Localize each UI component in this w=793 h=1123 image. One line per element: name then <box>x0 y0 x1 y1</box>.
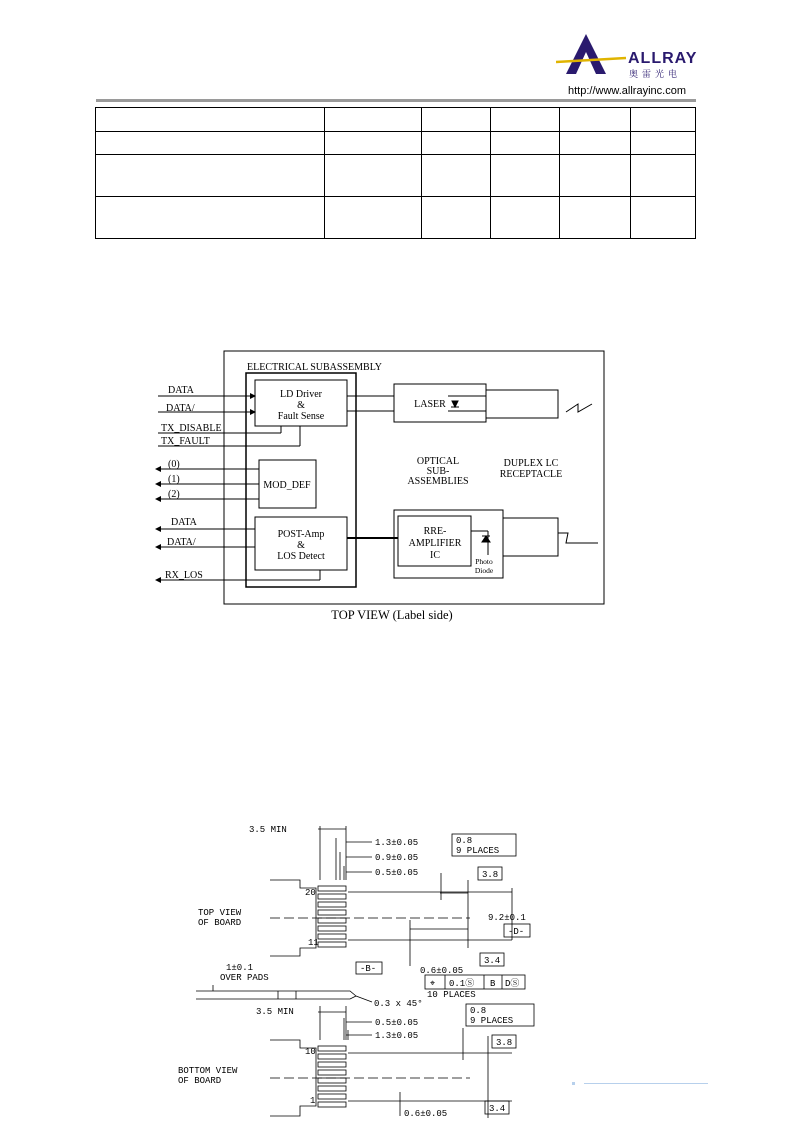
pin-1: 1 <box>310 1096 316 1106</box>
footer-dot <box>572 1082 575 1085</box>
board-side-view <box>196 991 356 999</box>
block-diagram-caption: TOP VIEW (Label side) <box>331 608 453 622</box>
dim-pad-width: 0.6±0.05 <box>420 966 464 976</box>
signal-mod2: (2) <box>168 489 180 500</box>
post-amp-label-3: LOS Detect <box>277 551 325 562</box>
dim-b-d1: 0.5±0.05 <box>375 1018 419 1028</box>
top-view-pads <box>318 886 346 947</box>
dim-b-pitch: 0.8 <box>470 1006 487 1016</box>
bottom-view-pads <box>318 1046 346 1107</box>
dim-b-pad-width: 0.6±0.05 <box>404 1109 448 1119</box>
over-pads-2: OVER PADS <box>220 973 269 983</box>
dim-b-w34: 3.4 <box>489 1104 506 1114</box>
signal-tx-fault: TX_FAULT <box>161 436 210 447</box>
optical-label-2: SUB- <box>426 466 450 477</box>
dim-min-bottom: 3.5 MIN <box>256 1007 294 1017</box>
pin-20: 20 <box>305 888 316 898</box>
photo-diode-label-2: Diode <box>474 566 494 575</box>
dim-pitch-places: 9 PLACES <box>456 846 500 856</box>
preamp-label-1: RRE- <box>423 526 447 537</box>
dim-w38: 3.8 <box>482 870 499 880</box>
signal-tx-disable: TX_DISABLE <box>161 423 222 434</box>
tolerance-datum-d: DⓈ <box>505 979 520 989</box>
ld-driver-label-2: & <box>297 400 305 411</box>
dim-d3: 0.5±0.05 <box>375 868 419 878</box>
optical-label-3: ASSEMBLIES <box>407 476 469 487</box>
bottom-view-label-2: OF BOARD <box>178 1076 222 1086</box>
receptacle-label-1: DUPLEX LC <box>503 458 559 469</box>
preamp-label-2: AMPLIFIER <box>408 538 462 549</box>
signal-data-in: DATA <box>168 385 194 396</box>
bottom-view-label-1: BOTTOM VIEW <box>178 1066 238 1076</box>
dim-chamfer: 0.3 x 45° <box>374 999 423 1009</box>
footer-line <box>584 1083 708 1084</box>
dim-pitch: 0.8 <box>456 836 473 846</box>
dim-d2: 0.9±0.05 <box>375 853 419 863</box>
photo-diode-label-1: Photo <box>475 557 493 566</box>
top-view-label-2: OF BOARD <box>198 918 242 928</box>
position-tolerance-icon: ⌖ <box>430 979 436 989</box>
ten-places: 10 PLACES <box>427 990 476 1000</box>
ld-driver-label-1: LD Driver <box>280 389 322 400</box>
laser-label: LASER <box>414 399 446 410</box>
dim-width: 9.2±0.1 <box>488 913 526 923</box>
preamp-label-3: IC <box>430 550 440 561</box>
company-url[interactable]: http://www.allrayinc.com <box>568 85 686 97</box>
optical-label-1: OPTICAL <box>416 456 460 467</box>
dim-min-top: 3.5 MIN <box>249 825 287 835</box>
tolerance-value: 0.1Ⓢ <box>449 979 475 989</box>
company-name: ALLRAY <box>628 50 698 67</box>
mod-def-label: MOD_DEF <box>263 480 311 491</box>
signal-data-in-n: DATA/ <box>166 403 195 414</box>
datum-d: -D- <box>508 927 525 937</box>
post-amp-label-1: POST-Amp <box>277 529 325 540</box>
datum-b: -B- <box>360 964 377 974</box>
dim-b-places: 9 PLACES <box>470 1016 514 1026</box>
signal-data-out: DATA <box>171 517 197 528</box>
pin-10: 10 <box>305 1047 316 1057</box>
dim-w34: 3.4 <box>484 956 501 966</box>
receptacle-label-2: RECEPTACLE <box>499 469 563 480</box>
pin-11: 11 <box>308 938 319 948</box>
company-name-cn: 奥雷光电 <box>629 70 682 80</box>
post-amp-label-2: & <box>297 540 305 551</box>
electrical-subassembly-label: ELECTRICAL SUBASSEMBLY <box>247 362 383 373</box>
ld-driver-label-3: Fault Sense <box>277 411 325 422</box>
signal-mod0: (0) <box>168 459 180 470</box>
dim-b-w38: 3.8 <box>496 1038 513 1048</box>
signal-mod1: (1) <box>168 474 180 485</box>
top-view-label-1: TOP VIEW <box>198 908 242 918</box>
signal-data-out-n: DATA/ <box>167 537 196 548</box>
tolerance-datum-b: B <box>490 979 496 989</box>
signal-rx-los: RX_LOS <box>165 570 203 581</box>
dim-b-d2: 1.3±0.05 <box>375 1031 419 1041</box>
over-pads-1: 1±0.1 <box>226 963 254 973</box>
dim-d1: 1.3±0.05 <box>375 838 419 848</box>
